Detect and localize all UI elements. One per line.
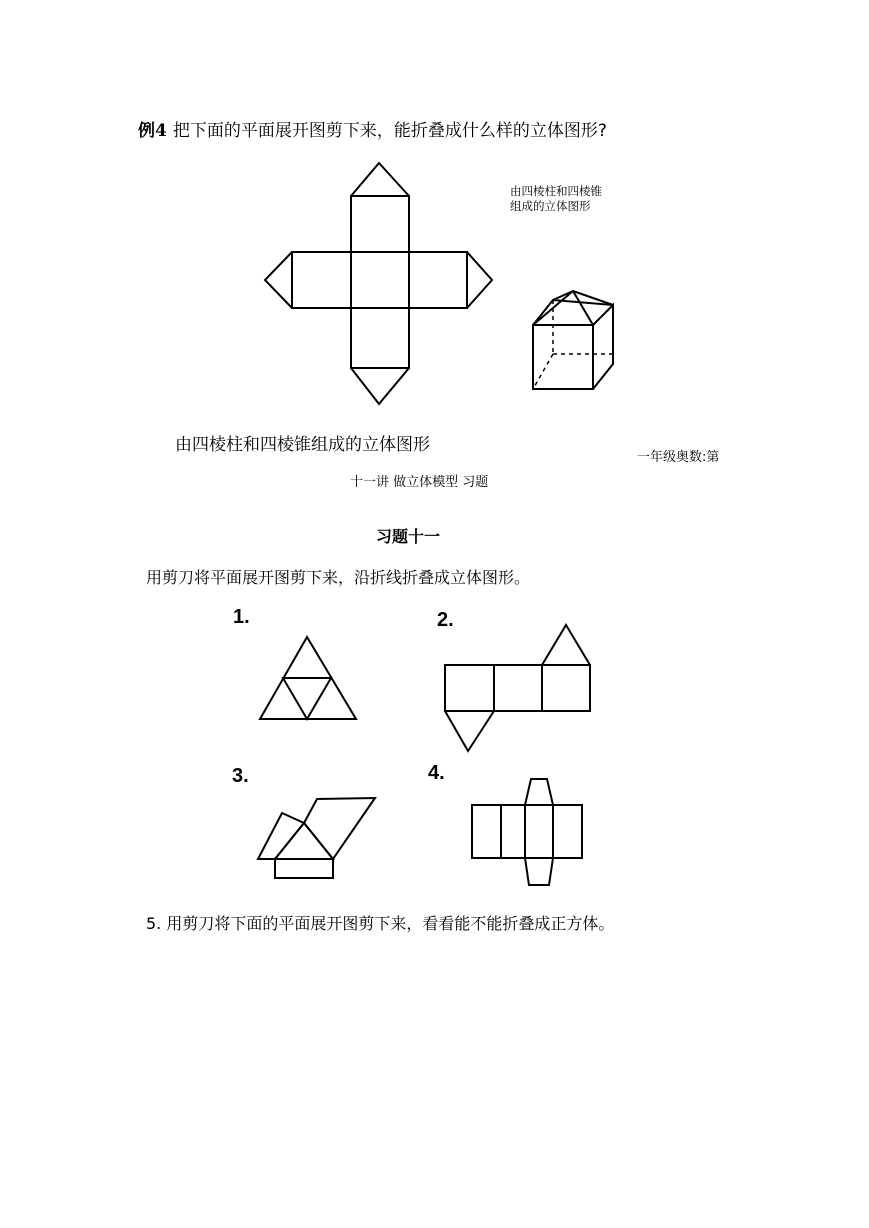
exercise-3-net [258,798,375,878]
exercise-number-2: 2. [437,609,454,631]
exercise-1-net [260,637,356,719]
figure-note: 由四棱柱和四棱锥组成的立体图形 [510,184,602,213]
example-answer: 由四棱柱和四棱锥组成的立体图形 [175,435,430,455]
example-question-text: 把下面的平面展开图剪下来，能折叠成什么样的立体图形? [172,121,607,141]
question-5: 5. 用剪刀将下面的平面展开图剪下来，看看能不能折叠成正方体。 [146,914,615,933]
exercise-number-4: 4. [428,762,445,784]
cross-net [265,163,492,404]
footer-line-1: 一年级奥数:第 [637,450,720,465]
exercise-title: 习题十一 [376,527,441,546]
exercise-instruction: 用剪刀将平面展开图剪下来，沿折线折叠成立体图形。 [146,568,531,587]
prism-pyramid-3d [533,291,613,389]
exercise-4-net [472,779,582,885]
footer-line-2: 十一讲 做立体模型 习题 [350,475,489,490]
exercise-number-3: 3. [232,765,249,787]
exercise-number-1: 1. [233,606,250,628]
exercise-2-net [445,625,590,751]
example-label: 例4 [138,121,167,141]
